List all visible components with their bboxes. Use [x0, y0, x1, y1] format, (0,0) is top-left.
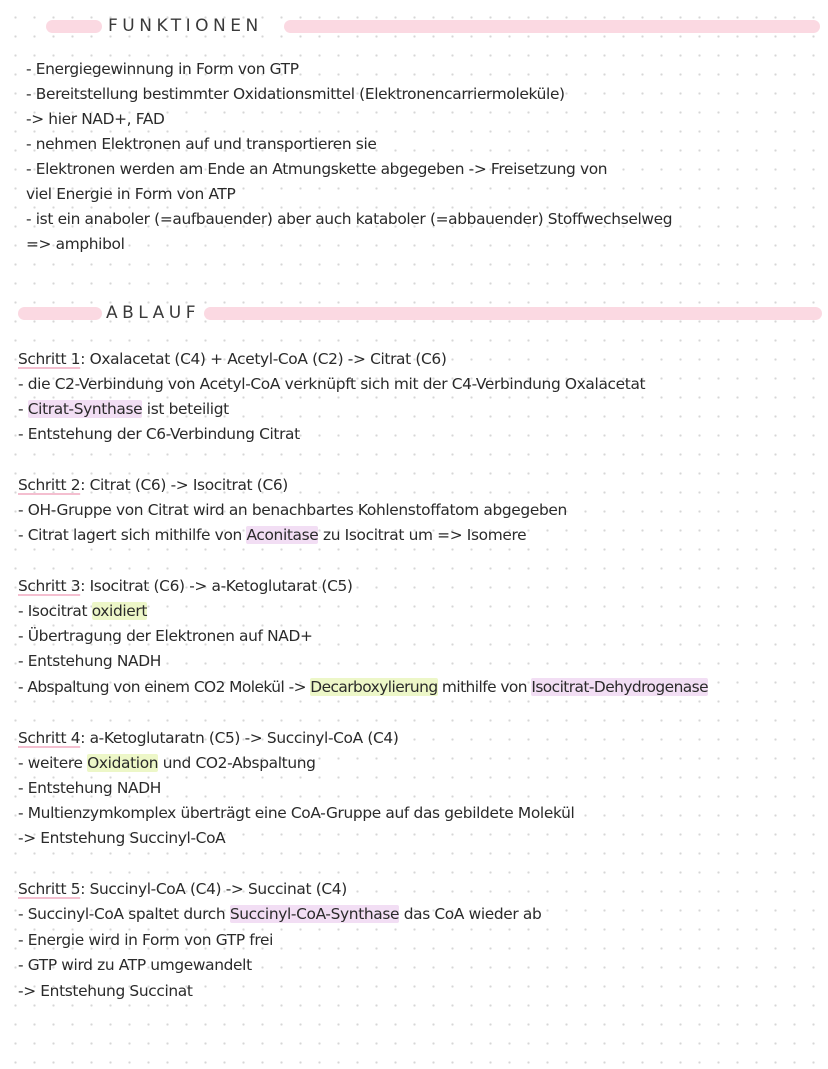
funktionen-line-1: - Energiegewinnung in Form von GTP	[26, 60, 299, 78]
step-1-line-2-post: ist beteiligt	[142, 400, 229, 418]
step-3-label: Schritt 3	[18, 577, 81, 595]
step-5-line-1-post: das CoA wieder ab	[399, 905, 542, 923]
step-3-line-1-pre: - Isocitrat	[18, 602, 92, 620]
ablauf-header	[0, 303, 828, 323]
step-2-line-1: - OH-Gruppe von Citrat wird an benachbartes Kohlenstoffatom abgegeben	[18, 501, 567, 519]
step-4-title	[18, 727, 399, 749]
step-1-line-2-pre: -	[18, 400, 28, 418]
step-4-line-1-pre: - weitere	[18, 754, 88, 772]
step-2-label: Schritt 2	[18, 476, 81, 494]
step-4-line-2: - Entstehung NADH	[18, 779, 161, 797]
step-3-line-4-pre: - Abspaltung von einem CO2 Molekül ->	[18, 678, 311, 696]
step-1-line-3: - Entstehung der C6-Verbindung Citrat	[18, 425, 300, 443]
step-2-title	[18, 474, 288, 496]
decarboxylierung-highlight: Decarboxylierung	[310, 678, 438, 696]
succinyl-coa-synthase-highlight: Succinyl-CoA-Synthase	[229, 905, 400, 923]
step-3-line-2: - Übertragung der Elektronen auf NAD+	[18, 627, 313, 645]
funktionen-line-4: - nehmen Elektronen auf und transportieren sie	[26, 135, 377, 153]
step-2-line-2-post: zu Isocitrat um => Isomere	[318, 526, 527, 544]
step-4-line-4: -> Entstehung Succinyl-CoA	[18, 829, 226, 847]
funktionen-line-2: - Bereitstellung bestimmter Oxidationsmittel (Elektronencarriermoleküle)	[26, 85, 565, 103]
ablauf-title: ABLAUF	[106, 303, 201, 323]
step-5-line-4: -> Entstehung Succinat	[18, 982, 193, 1000]
step-3-line-3: - Entstehung NADH	[18, 652, 161, 670]
step-2-title-text: : Citrat (C6) -> Isocitrat (C6)	[80, 476, 288, 494]
oxidiert-highlight: oxidiert	[91, 602, 148, 620]
funktionen-line-3: -> hier NAD+, FAD	[26, 110, 165, 128]
step-2-line-2	[18, 524, 526, 546]
funktionen-header-bar-left	[46, 20, 102, 33]
isocitrat-dehydrogenase-highlight: Isocitrat-Dehydrogenase	[531, 678, 709, 696]
step-5-line-2: - Energie wird in Form von GTP frei	[18, 931, 274, 949]
step-1-title-text: : Oxalacetat (C4) + Acetyl-CoA (C2) -> Citrat (C6)	[80, 350, 447, 368]
step-5-label: Schritt 5	[18, 880, 81, 898]
funktionen-line-8: => amphibol	[26, 235, 125, 253]
step-1-line-1: - die C2-Verbindung von Acetyl-CoA verknüpft sich mit der C4-Verbindung Oxalacetat	[18, 375, 646, 393]
funktionen-title: FUNKTIONEN	[108, 16, 263, 36]
citrat-synthase-highlight: Citrat-Synthase	[27, 400, 143, 418]
step-4-line-1	[18, 752, 316, 774]
step-1-line-2	[18, 398, 229, 420]
ablauf-header-bar-right	[204, 307, 822, 320]
ablauf-header-bar-left	[18, 307, 102, 320]
funktionen-header	[0, 16, 828, 36]
step-3-line-4	[18, 676, 708, 698]
step-5-line-3: - GTP wird zu ATP umgewandelt	[18, 956, 252, 974]
step-5-line-1	[18, 903, 541, 925]
step-4-title-text: : a-Ketoglutaratn (C5) -> Succinyl-CoA (C4)	[80, 729, 399, 747]
step-1-label: Schritt 1	[18, 350, 81, 368]
step-4-line-3: - Multienzymkomplex überträgt eine CoA-Gruppe auf das gebildete Molekül	[18, 804, 575, 822]
funktionen-line-6: viel Energie in Form von ATP	[26, 185, 236, 203]
funktionen-line-5: - Elektronen werden am Ende an Atmungskette abgegeben -> Freisetzung von	[26, 160, 608, 178]
aconitase-highlight: Aconitase	[246, 526, 319, 544]
step-3-line-4-mid: mithilfe von	[437, 678, 532, 696]
step-5-title	[18, 878, 347, 900]
step-3-title	[18, 575, 353, 597]
step-5-line-1-pre: - Succinyl-CoA spaltet durch	[18, 905, 230, 923]
step-3-line-1	[18, 600, 147, 622]
funktionen-header-bar-right	[284, 20, 820, 33]
funktionen-line-7: - ist ein anaboler (=aufbauender) aber auch kataboler (=abbauender) Stoffwechselweg	[26, 210, 673, 228]
step-1-title	[18, 348, 447, 370]
step-2-line-2-pre: - Citrat lagert sich mithilfe von	[18, 526, 247, 544]
oxidation-highlight: Oxidation	[87, 754, 159, 772]
step-5-title-text: : Succinyl-CoA (C4) -> Succinat (C4)	[80, 880, 347, 898]
step-4-line-1-post: und CO2-Abspaltung	[158, 754, 316, 772]
step-4-label: Schritt 4	[18, 729, 81, 747]
step-3-title-text: : Isocitrat (C6) -> a-Ketoglutarat (C5)	[80, 577, 353, 595]
